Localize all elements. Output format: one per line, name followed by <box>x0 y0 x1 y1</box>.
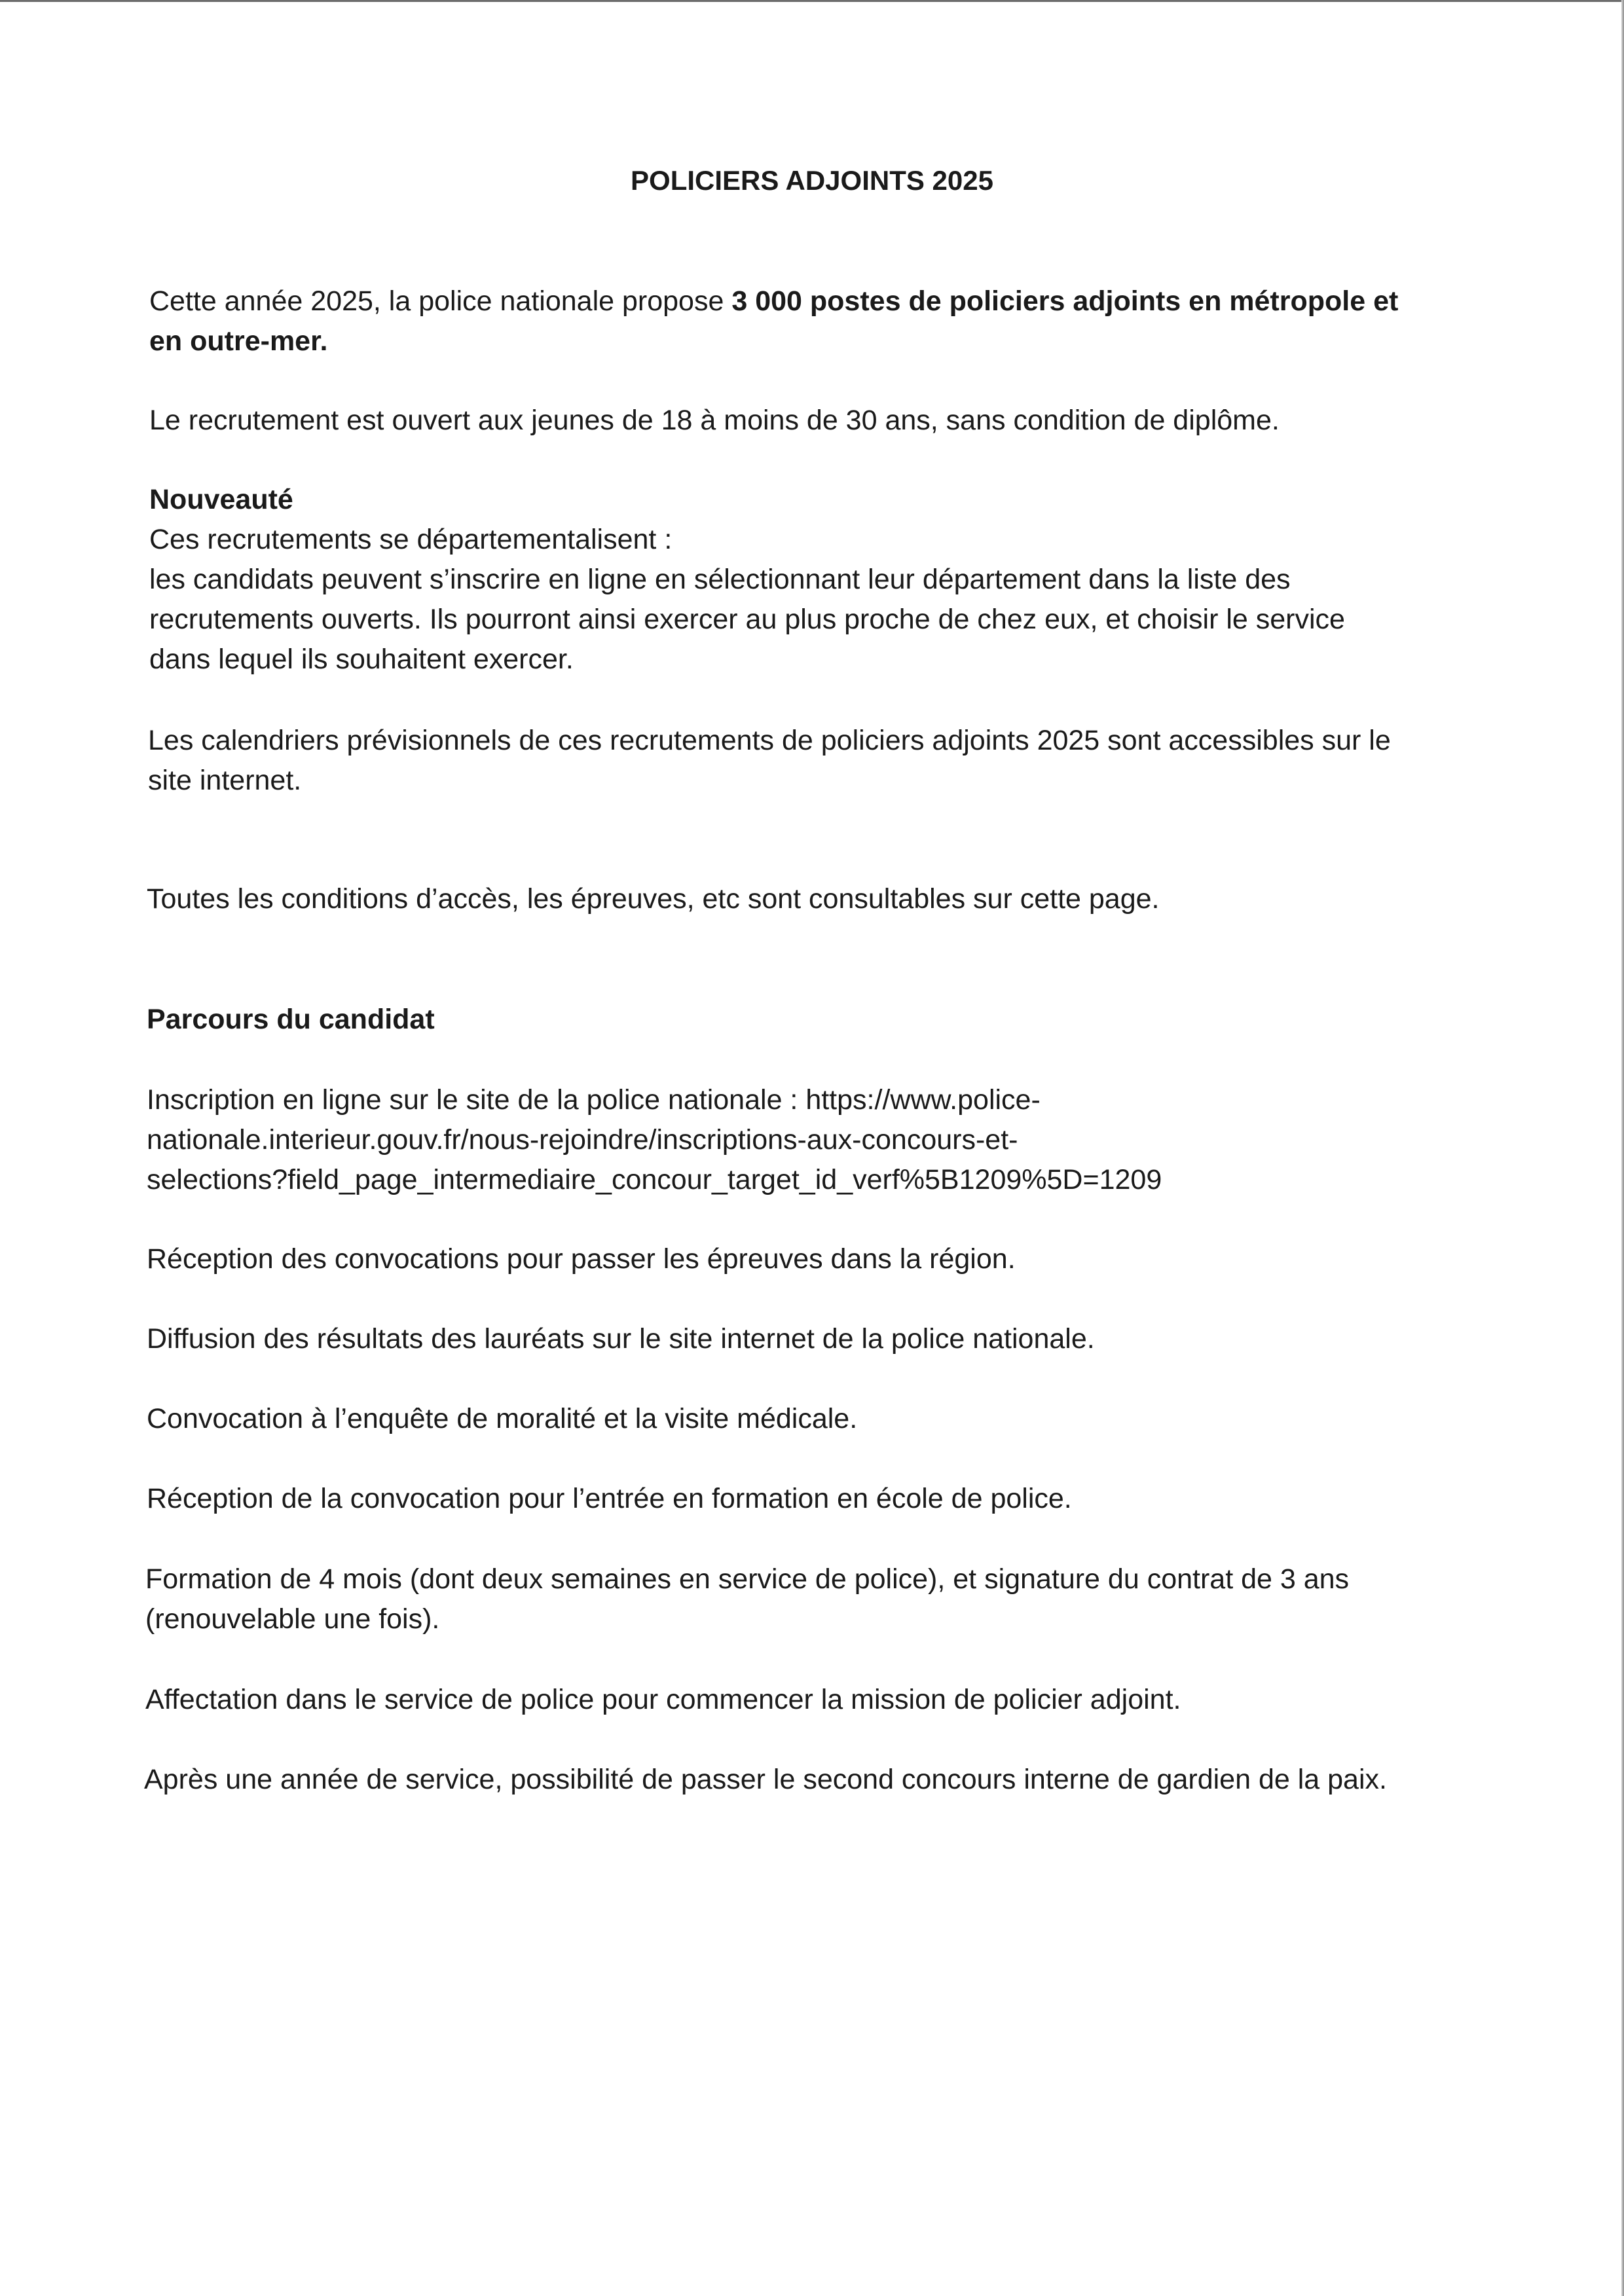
intro-line-1 <box>149 282 1398 321</box>
apres-paragraph: Après une année de service, possibilité de passer le second concours interne de gardien de la paix. <box>144 1764 1387 1795</box>
calendars-paragraph <box>148 721 1391 801</box>
step-resultats: Diffusion des résultats des lauréats sur le site internet de la police nationale. <box>147 1323 1095 1355</box>
nouveaute-section <box>149 480 1345 680</box>
nouveaute-line: les candidats peuvent s’inscrire en ligne en sélectionnant leur département dans la liste des <box>149 564 1291 595</box>
inscription-line: Inscription en ligne sur le site de la police nationale : https://www.police- <box>147 1084 1041 1116</box>
intro-line-2 <box>149 321 1398 361</box>
intro-highlight: 3 000 postes de policiers adjoints en métropole et <box>731 285 1399 317</box>
scan-top-edge <box>0 0 1624 2</box>
inscription-paragraph <box>147 1080 1162 1200</box>
page-title: POLICIERS ADJOINTS 2025 <box>631 165 993 196</box>
affectation-paragraph: Affectation dans le service de police pour commencer la mission de policier adjoint. <box>145 1684 1181 1715</box>
calendars-line: Les calendriers prévisionnels de ces recrutements de policiers adjoints 2025 sont accessibles sur le <box>148 725 1391 756</box>
recruitment-paragraph: Le recrutement est ouvert aux jeunes de 18 à moins de 30 ans, sans condition de diplôme. <box>149 405 1280 436</box>
intro-highlight-cont: en outre-mer. <box>149 325 328 357</box>
parcours-heading: Parcours du candidat <box>147 1004 435 1035</box>
formation-paragraph <box>145 1559 1349 1639</box>
step-moralite: Convocation à l’enquête de moralité et la visite médicale. <box>147 1403 858 1434</box>
intro-paragraph <box>149 282 1398 361</box>
calendars-line: site internet. <box>148 765 302 796</box>
nouveaute-line: dans lequel ils souhaitent exercer. <box>149 644 574 675</box>
step-formation-convocation: Réception de la convocation pour l’entrée en formation en école de police. <box>147 1483 1072 1514</box>
intro-text: Cette année 2025, la police nationale propose <box>149 285 732 317</box>
conditions-paragraph: Toutes les conditions d’accès, les épreuves, etc sont consultables sur cette page. <box>147 883 1160 915</box>
nouveaute-line: Ces recrutements se départementalisent : <box>149 524 673 555</box>
nouveaute-heading: Nouveauté <box>149 484 293 515</box>
inscription-line: selections?field_page_intermediaire_concour_target_id_verf%5B1209%5D=1209 <box>147 1164 1162 1195</box>
nouveaute-line: recrutements ouverts. Ils pourront ainsi exercer au plus proche de chez eux, et choisir le service <box>149 604 1345 635</box>
formation-line: Formation de 4 mois (dont deux semaines en service de police), et signature du contrat de 3 ans <box>145 1563 1350 1595</box>
scan-right-edge <box>1621 0 1624 2296</box>
inscription-line: nationale.interieur.gouv.fr/nous-rejoindre/inscriptions-aux-concours-et- <box>147 1124 1018 1156</box>
formation-line: (renouvelable une fois). <box>145 1603 440 1635</box>
step-convocations: Réception des convocations pour passer les épreuves dans la région. <box>147 1243 1016 1275</box>
